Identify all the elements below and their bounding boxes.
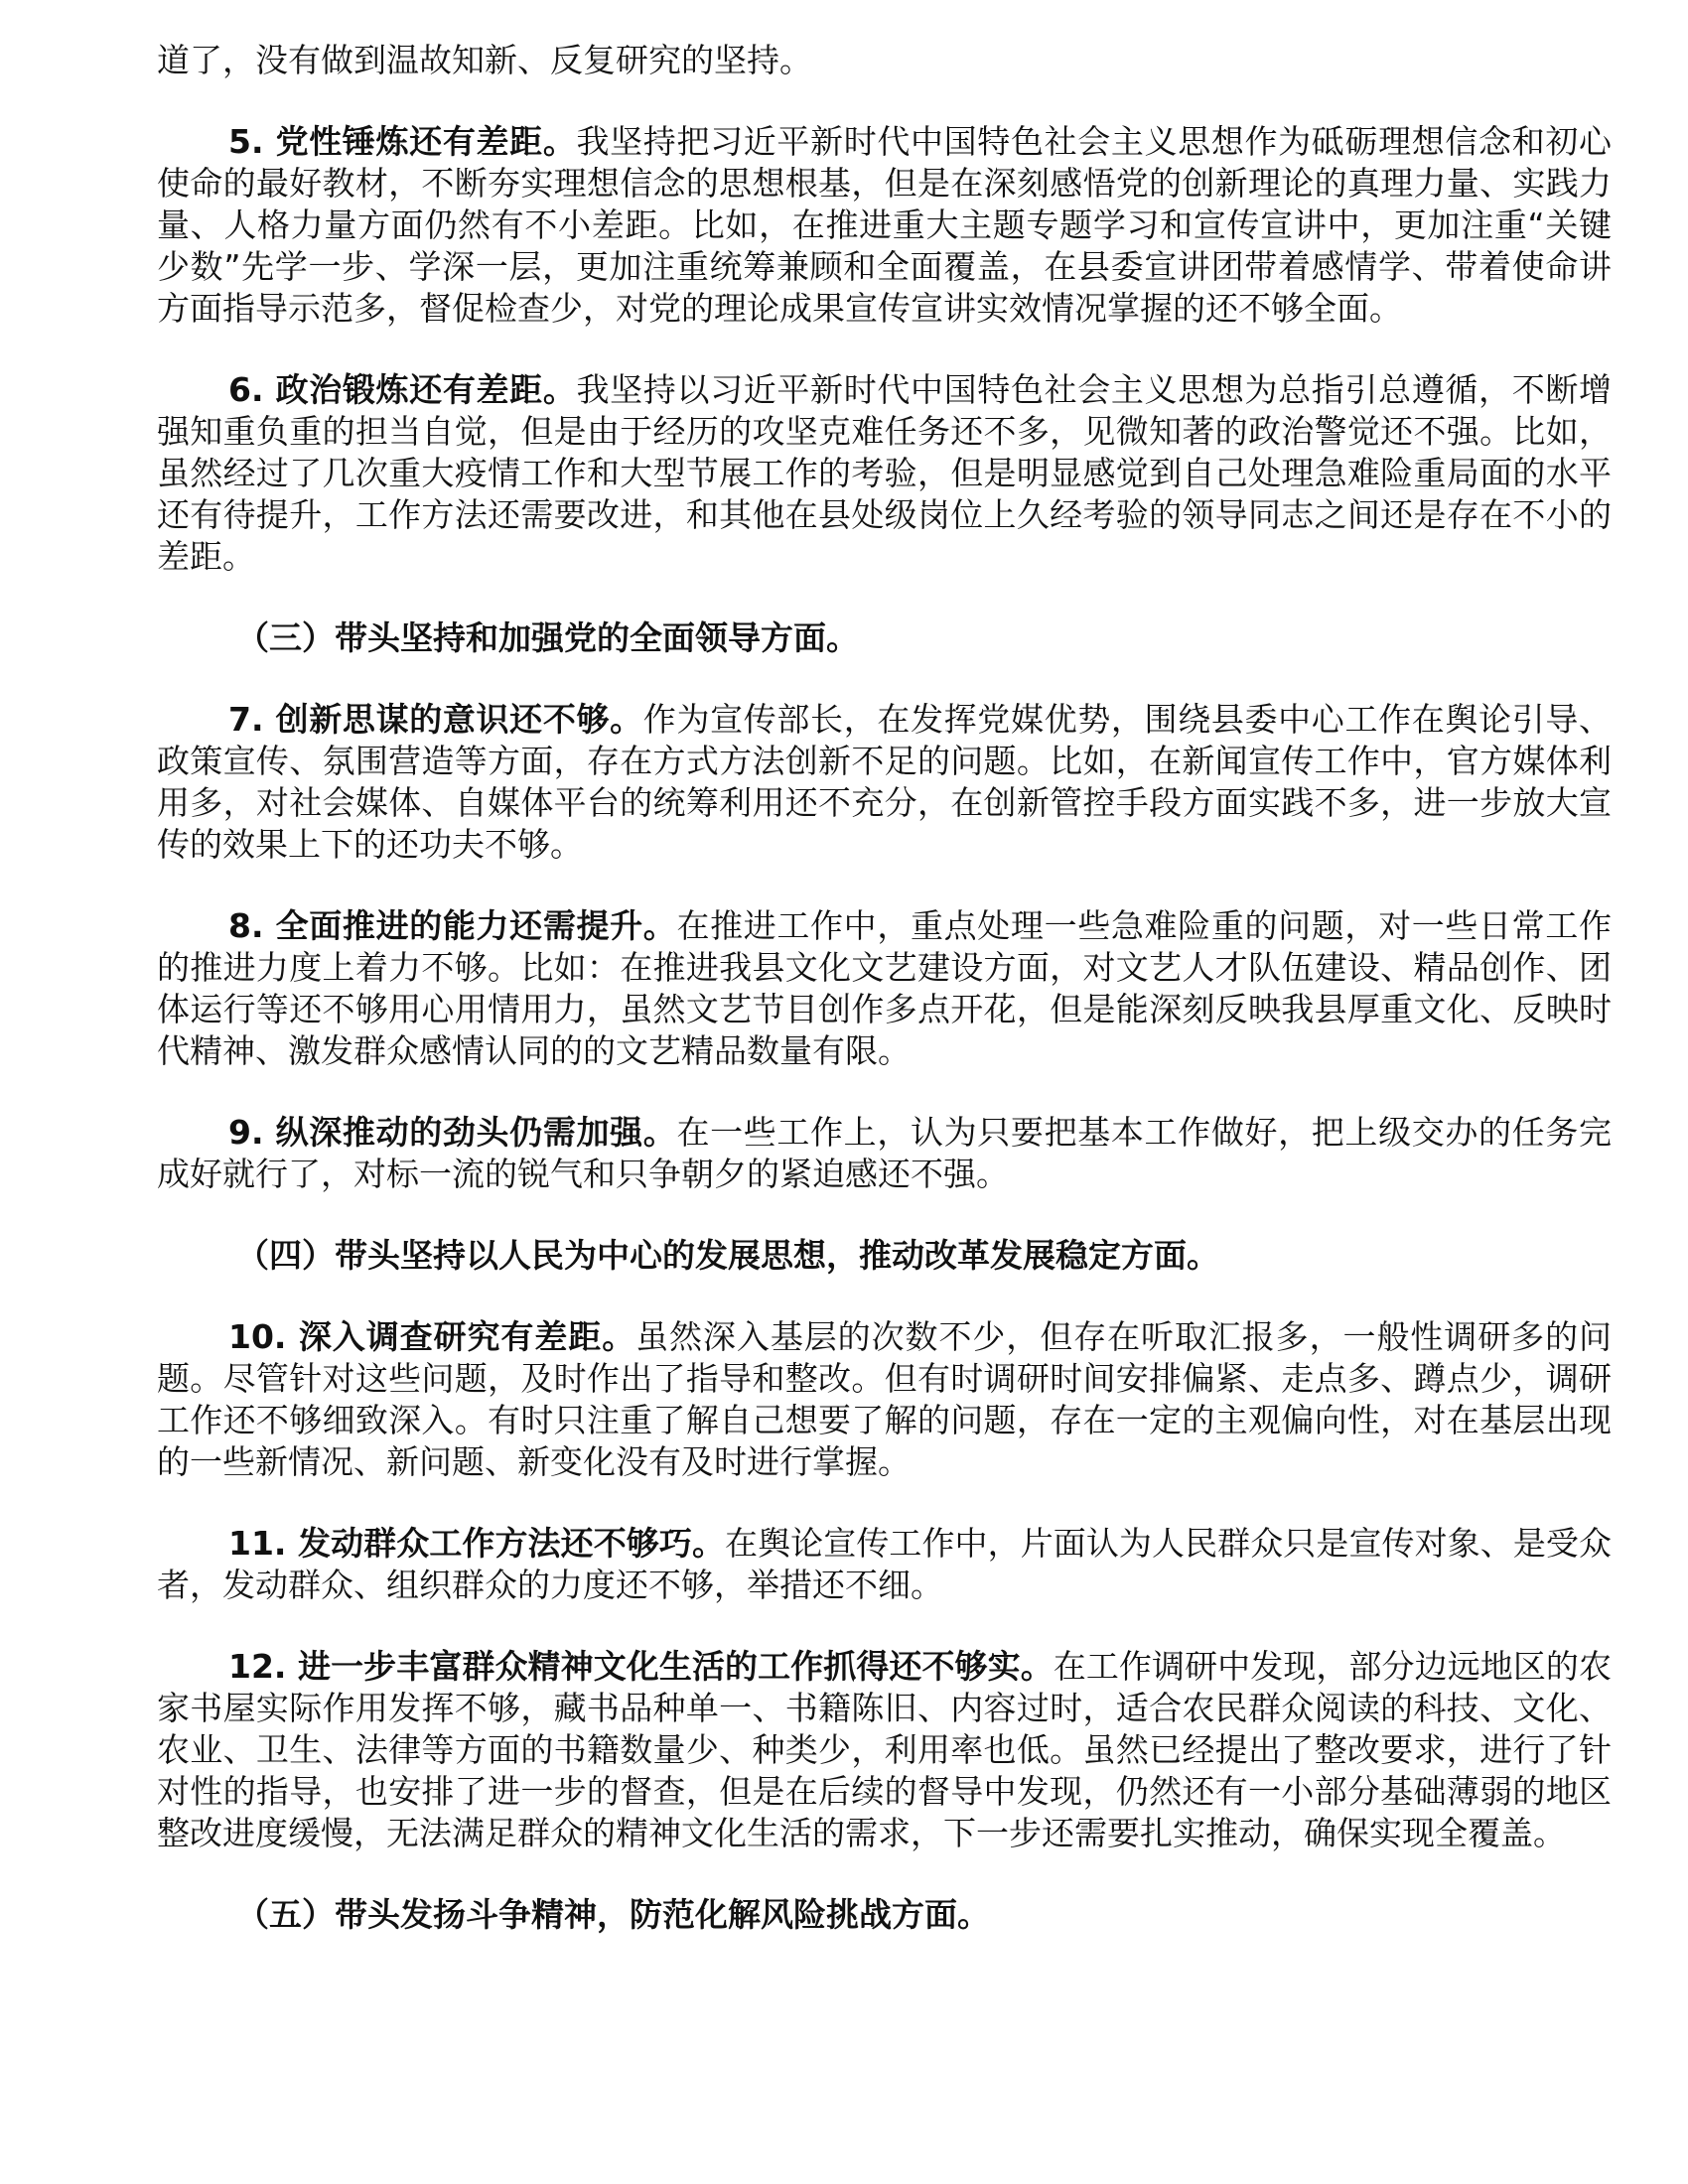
- paragraph-body: 在推进工作中，重点处理一些急难险重的问题，对一些日常工作的推进力度上着力不够。比如：在推进我县文化文艺建设方面，对文艺人才队伍建设、精品创作、团体运行等还不够用心用情用力，虽然文艺节目创作多点开花，但是能深刻反映我县厚重文化、反映时代精神、激发群众感情认同的的文艺精品数量有限。: [157, 906, 1612, 1070]
- paragraph-lead: 6. 政治锻炼还有差距。: [228, 370, 577, 409]
- paragraph-lead: 9. 纵深推动的劲头仍需加强。: [228, 1113, 677, 1152]
- paragraph-body: 我坚持以习近平新时代中国特色社会主义思想为总指引总遵循，不断增强知重负重的担当自觉，但是由于经历的攻坚克难任务还不多，见微知著的政治警觉还不强。比如，虽然经过了几次重大疫情工作和大型节展工作的考验，但是明显感觉到自己处理急难险重局面的水平还有待提升，工作方法还需要改进，和其他在县处级岗位上久经考验的领导同志之间还是存在不小的差距。: [157, 370, 1612, 576]
- paragraph-body: 作为宣传部长，在发挥党媒优势，围绕县委中心工作在舆论引导、政策宣传、氛围营造等方面，存在方式方法创新不足的问题。比如，在新闻宣传工作中，官方媒体利用多，对社会媒体、自媒体平台的统筹利用还不充分，在创新管控手段方面实践不多，进一步放大宣传的效果上下的还功夫不够。: [157, 700, 1612, 864]
- paragraph-body: 在一些工作上，认为只要把基本工作做好，把上级交办的任务完成好就行了，对标一流的锐气和只争朝夕的紧迫感还不强。: [157, 1113, 1612, 1193]
- document-page: [157, 40, 1612, 1976]
- section-heading-3: （三）带头坚持和加强党的全面领导方面。: [236, 618, 859, 657]
- section-heading-4: （四）带头坚持以人民为中心的发展思想，推动改革发展稳定方面。: [236, 1236, 1219, 1275]
- paragraph-lead: 8. 全面推进的能力还需提升。: [228, 906, 677, 945]
- paragraph-7: [157, 699, 1612, 866]
- paragraph-lead: 5. 党性锤炼还有差距。: [228, 122, 577, 161]
- paragraph-10: [157, 1316, 1612, 1483]
- paragraph-lead: 10. 深入调查研究有差距。: [228, 1317, 636, 1356]
- paragraph-body: 在舆论宣传工作中，片面认为人民群众只是宣传对象、是受众者，发动群众、组织群众的力度还不够，举措还不细。: [157, 1524, 1612, 1604]
- paragraph-body: 道了，没有做到温故知新、反复研究的坚持。: [157, 41, 812, 79]
- paragraph-lead: 7. 创新思谋的意识还不够。: [228, 700, 643, 739]
- paragraph-11: [157, 1523, 1612, 1606]
- paragraph-body: 在工作调研中发现，部分边远地区的农家书屋实际作用发挥不够，藏书品种单一、书籍陈旧、内容过时，适合农民群众阅读的科技、文化、农业、卫生、法律等方面的书籍数量少、种类少，利用率也低。虽然已经提出了整改要求，进行了针对性的指导，也安排了进一步的督查，但是在后续的督导中发现，仍然还有一小部分基础薄弱的地区整改进度缓慢，无法满足群众的精神文化生活的需求，下一步还需要扎实推动，确保实现全覆盖。: [157, 1647, 1612, 1852]
- paragraph-5: [157, 121, 1612, 330]
- paragraph-body: 虽然深入基层的次数不少，但存在听取汇报多，一般性调研多的问题。尽管针对这些问题，及时作出了指导和整改。但有时调研时间安排偏紧、走点多、蹲点少，调研工作还不够细致深入。有时只注重了解自己想要了解的问题，存在一定的主观偏向性，对在基层出现的一些新情况、新问题、新变化没有及时进行掌握。: [157, 1317, 1613, 1481]
- paragraph-lead: 11. 发动群众工作方法还不够巧。: [228, 1524, 726, 1563]
- paragraph-8: [157, 905, 1612, 1072]
- paragraph-9: [157, 1112, 1612, 1195]
- paragraph-12: [157, 1646, 1612, 1854]
- paragraph-lead: 12. 进一步丰富群众精神文化生活的工作抓得还不够实。: [228, 1647, 1054, 1686]
- paragraph-body: 我坚持把习近平新时代中国特色社会主义思想作为砥砺理想信念和初心使命的最好教材，不断夯实理想信念的思想根基，但是在深刻感悟党的创新理论的真理力量、实践力量、人格力量方面仍然有不小差距。比如，在推进重大主题专题学习和宣传宣讲中，更加注重“关键少数”先学一步、学深一层，更加注重统筹兼顾和全面覆盖，在县委宣讲团带着感情学、带着使命讲方面指导示范多，督促检查少，对党的理论成果宣传宣讲实效情况掌握的还不够全面。: [157, 122, 1612, 328]
- paragraph-6: [157, 369, 1612, 578]
- section-heading-5: （五）带头发扬斗争精神，防范化解风险挑战方面。: [236, 1895, 990, 1934]
- paragraph-continuation: [157, 40, 1612, 81]
